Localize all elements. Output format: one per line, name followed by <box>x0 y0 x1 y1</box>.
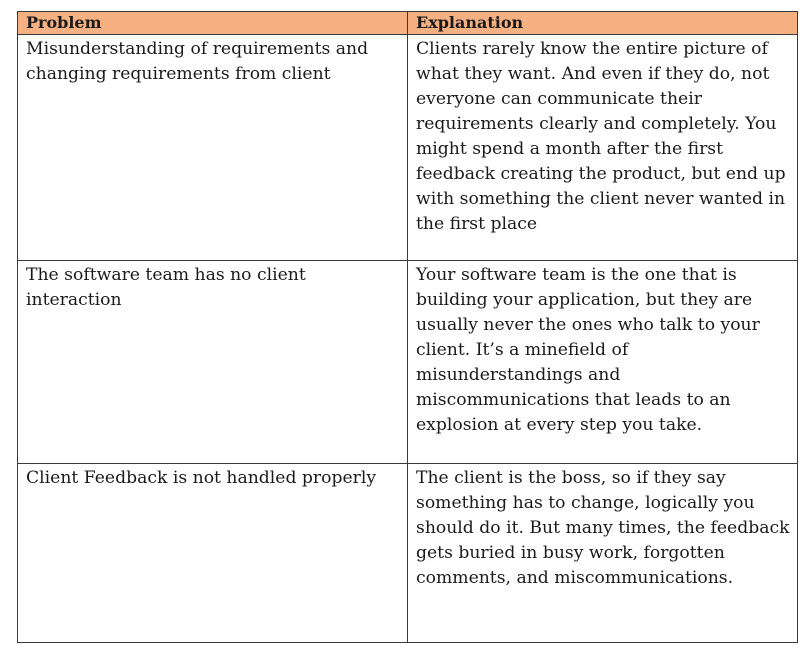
table-row <box>18 464 798 643</box>
explanation-cell: Your software team is the one that is building your application, but they are usually never the ones who talk to your client. It’s a minefield of misunderstandings and miscommunications that leads to an explosion at every step you take. <box>408 261 798 464</box>
table-header-row <box>18 12 798 35</box>
explanation-cell: The client is the boss, so if they say something has to change, logically you should do it. But many times, the feedback gets buried in busy work, forgotten comments, and miscommunications. <box>408 464 798 643</box>
table-row <box>18 35 798 261</box>
problems-table-container <box>17 11 797 643</box>
table-row <box>18 261 798 464</box>
header-problem: Problem <box>18 12 408 35</box>
problem-cell: Misunderstanding of requirements and changing requirements from client <box>18 35 408 261</box>
explanation-cell: Clients rarely know the entire picture of what they want. And even if they do, not everyone can communicate their requirements clearly and completely. You might spend a month after the first feedback creating the product, but end up with something the client never wanted in the first place <box>408 35 798 261</box>
header-explanation: Explanation <box>408 12 798 35</box>
problem-cell: The software team has no client interaction <box>18 261 408 464</box>
problem-cell: Client Feedback is not handled properly <box>18 464 408 643</box>
problems-table <box>17 11 798 643</box>
